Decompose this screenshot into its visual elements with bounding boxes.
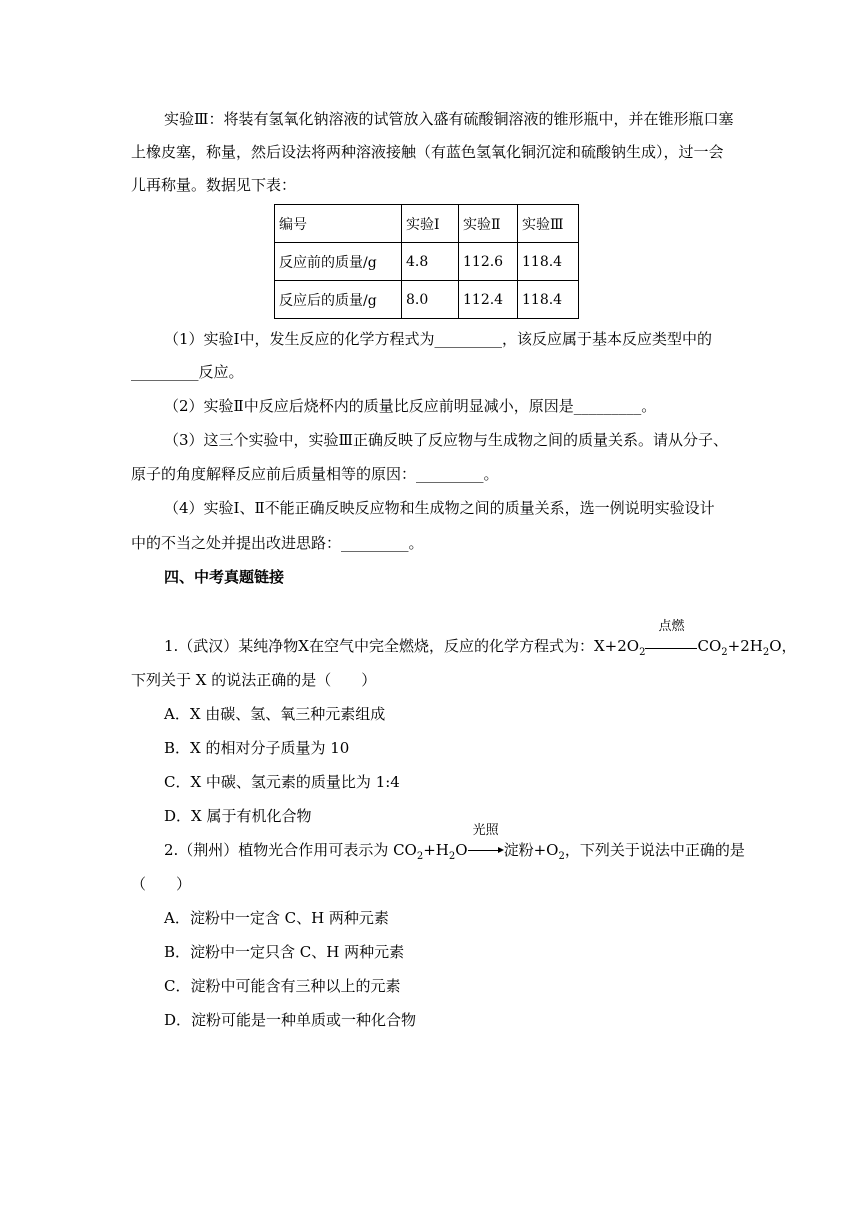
table-header-cell: 实验Ⅰ xyxy=(402,205,459,243)
formula-part: +2H xyxy=(727,637,763,655)
subscript: 2 xyxy=(416,851,424,862)
subscript: 2 xyxy=(762,647,770,658)
intro-line-3: 儿再称量。数据见下表： xyxy=(131,176,297,194)
table-cell: 112.4 xyxy=(459,281,518,319)
subscript: 2 xyxy=(448,851,456,862)
subscript: 2 xyxy=(721,647,728,658)
problem-1-option-b: B．X 的相对分子质量为 10 xyxy=(164,739,350,757)
reaction-condition xyxy=(645,619,697,657)
table-header-row xyxy=(275,205,579,243)
problem-2-line-2: （ ） xyxy=(131,875,192,893)
table-cell: 118.4 xyxy=(518,243,579,281)
table-cell: 8.0 xyxy=(402,281,459,319)
problem-2-option-c: C．淀粉中可能含有三种以上的元素 xyxy=(164,977,401,995)
problem-1-option-d: D．X 属于有机化合物 xyxy=(164,807,312,825)
table-row xyxy=(275,281,579,319)
equals-bar xyxy=(645,648,697,649)
question-2: （2）实验Ⅱ中反应后烧杯内的质量比反应前明显减小，原因是_________。 xyxy=(164,397,657,415)
condition-label: 点燃 xyxy=(658,619,685,634)
question-3-line-1: （3）这三个实验中，实验Ⅲ正确反映了反应物与生成物之间的质量关系。请从分子、 xyxy=(164,431,729,449)
table-cell: 反应前的质量/g xyxy=(275,243,402,281)
formula-part: 淀粉+O xyxy=(503,841,559,859)
question-1-line-2: _________反应。 xyxy=(131,363,244,381)
formula-part: O xyxy=(455,841,468,859)
formula-part: +H xyxy=(423,841,449,859)
problem-1-line-1 xyxy=(164,619,797,664)
intro-line-2: 上橡皮塞，称量，然后设法将两种溶液接触（有蓝色氢氧化铜沉淀和硫酸钠生成），过一会 xyxy=(131,143,724,161)
question-3-line-2: 原子的角度解释反应前后质量相等的原因：_________。 xyxy=(131,465,499,483)
problem-2-line-1 xyxy=(164,823,745,868)
formula-part: CO xyxy=(697,637,722,655)
subscript: 2 xyxy=(639,647,646,658)
subscript: 2 xyxy=(558,851,565,862)
problem-1-line-2: 下列关于 X 的说法正确的是（ ） xyxy=(131,671,377,689)
table-cell: 118.4 xyxy=(518,281,579,319)
problem-2-prefix: 2.（荆州）植物光合作用可表示为 CO xyxy=(164,841,417,859)
table-row xyxy=(275,243,579,281)
table-cell: 反应后的质量/g xyxy=(275,281,402,319)
problem-2-option-a: A．淀粉中一定含 C、H 两种元素 xyxy=(164,909,389,927)
problem-1-prefix: 1.（武汉）某纯净物X在空气中完全燃烧，反应的化学方程式为：X+2O xyxy=(164,637,640,655)
question-4-line-1: （4）实验Ⅰ、Ⅱ不能正确反映反应物和生成物之间的质量关系，选一例说明实验设计 xyxy=(164,499,715,517)
table-header-cell: 编号 xyxy=(275,205,402,243)
formula-part: ，下列关于说法中正确的是 xyxy=(564,841,745,859)
problem-1-option-a: A．X 由碳、氢、氧三种元素组成 xyxy=(164,705,386,723)
table-header-cell: 实验Ⅲ xyxy=(518,205,579,243)
section-title: 四、中考真题链接 xyxy=(164,568,285,586)
problem-2-option-b: B．淀粉中一定只含 C、H 两种元素 xyxy=(164,943,405,961)
reaction-condition xyxy=(468,823,504,861)
formula-part: O， xyxy=(769,637,797,655)
table-cell: 112.6 xyxy=(459,243,518,281)
table-cell: 4.8 xyxy=(402,243,459,281)
table-header-cell: 实验Ⅱ xyxy=(459,205,518,243)
question-1-line-1: （1）实验Ⅰ中，发生反应的化学方程式为_________，该反应属于基本反应类型中的 xyxy=(164,330,712,348)
condition-label: 光照 xyxy=(472,823,499,838)
arrow-icon xyxy=(468,850,504,852)
problem-2-option-d: D．淀粉可能是一种单质或一种化合物 xyxy=(164,1011,417,1029)
question-4-line-2: 中的不当之处并提出改进思路：_________。 xyxy=(131,534,424,552)
mass-data-table xyxy=(274,204,579,319)
problem-1-option-c: C．X 中碳、氢元素的质量比为 1:4 xyxy=(164,773,400,791)
intro-line-1: 实验Ⅲ：将装有氢氧化钠溶液的试管放入盛有硫酸铜溶液的锥形瓶中，并在锥形瓶口塞 xyxy=(164,110,734,128)
